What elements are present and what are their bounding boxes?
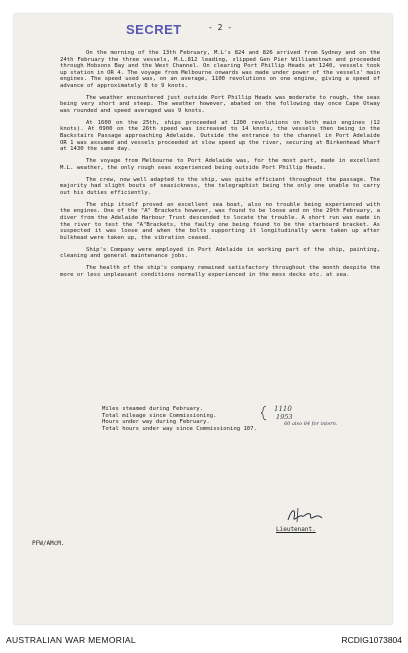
- handwritten-value: 1953: [276, 413, 293, 421]
- institution-name: AUSTRALIAN WAR MEMORIAL: [6, 635, 136, 645]
- archive-footer: [0, 632, 408, 648]
- report-body: [60, 50, 380, 284]
- signature-title: Lieutenant.: [276, 526, 316, 533]
- paragraph-weather: The weather encountered just outside Port Phillip Heads was moderate to rough, the seas being very short and steep. The weather however, abated on the following day once Cape Otway was rounded and speed averaged was 9 knots.: [60, 94, 380, 114]
- handwritten-brace-icon: [258, 405, 270, 421]
- paragraph-ship: The ship itself proved an excellent sea boat, also no trouble being experienced with the engines. One of the "A" Brackets however, was found to be loose and on the 29th February, a diver from the Adelaide Harbour Trust descended to locate the trouble. A short run was made in the river to test the "A"Brackets, the faulty one being found to be the starboard bracket. As suspected it was loose and when the bolts supporting it longitudinally were taken up after bulkhead were taken up, the vibration ceased.: [60, 201, 380, 241]
- reference-initials: PFW/AMcM.: [32, 540, 65, 547]
- record-id: RCDIG1073804: [341, 635, 402, 645]
- stat-label: Miles steamed during February.: [102, 406, 204, 412]
- handwritten-value: 60 also 64 for intern.: [284, 421, 338, 427]
- stat-row: [102, 406, 362, 413]
- paragraph-voyage: On the morning of the 13th February, M.L's 824 and 826 arrived from Sydney and on the 24th February the three vessels, M.L.812 leading, slipped Gen Pier Williamstown and proceeded through Hobsons Bay and the West Channel. On clearing Port Phillip Heads at 1240, vessels took up station in OR 4. The voyage from Melbourne onwards was made under power of the vessels' main engines. The speed used was, on an average, 1100 revolutions on one engine, giving a speed of advance of approximately 8 to 9 knots.: [60, 50, 380, 89]
- stat-row: [102, 413, 362, 420]
- paragraph-crew: The crew, now well adapted to the ship, was quite efficient throughout the passage. The majority had slight bouts of seasickness, the telegraphist being the only one unable to carry out his duties efficiently.: [60, 176, 380, 196]
- document-page: [14, 14, 392, 624]
- page-number: - 2 -: [208, 23, 233, 32]
- handwritten-value: 1110: [274, 405, 292, 413]
- stat-label: Total mileage since Commissioning.: [102, 412, 217, 419]
- secret-stamp: SECRET: [126, 22, 182, 37]
- paragraph-employment: Ship's Company were employed in Port Adelaide in working part of the ship, painting, cleaning and general maintenance jobs.: [60, 246, 380, 260]
- mileage-statistics: [102, 406, 362, 432]
- paragraph-conditions: The voyage from Melbourne to Port Adelaide was, for the most part, made in excellent M.L. weather, the only rough seas experienced being outside Port Phillip Heads.: [60, 158, 380, 171]
- paragraph-health: The health of the ship's company remained satisfactory throughout the month despite the more or less unpleasant conditions normally experienced in the mess decks etc. at sea.: [60, 265, 380, 278]
- signature-scribble: [284, 504, 334, 526]
- stat-label: Hours under way during February.: [102, 419, 210, 426]
- paragraph-speed: At 1600 on the 25th, ships proceeded at 1200 revolutions on both main engines (12 knots). At 0900 on the 26th speed was increased to 14 knots, the vessels then being in the Backstairs Passage approaching Adelaide. Outside the entrance to the channel in Port Adelaide OR 1 was assumed and vessels proceeded at slow speed up the river, securing at Birkenhead Wharf at 1430 the same day.: [60, 119, 380, 153]
- stat-label: Total hours under way since Commissioning 107.: [102, 425, 257, 432]
